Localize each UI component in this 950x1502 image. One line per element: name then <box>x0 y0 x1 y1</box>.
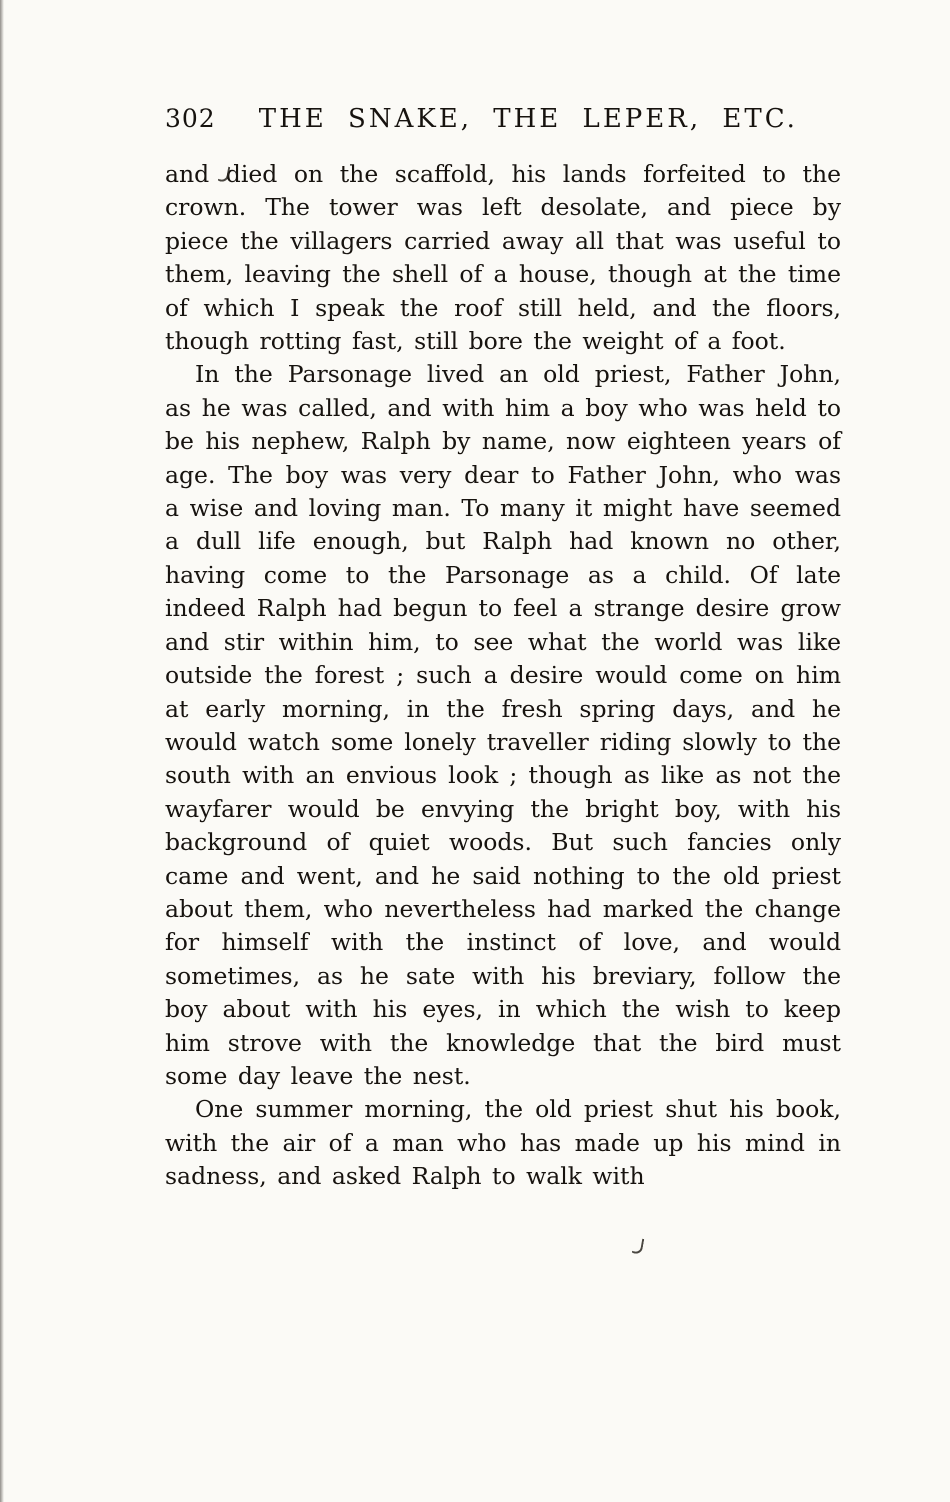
ink-mark-icon <box>632 1237 645 1254</box>
paragraph: and died on the scaffold, his lands forfeited to the crown. The tower was left desolate, and piece by piece the villagers carried away all that was useful to them, leaving the shell of a house, though at the time of which I speak the roof still held, and the floors, though rotting fast, still bore the weight of a foot. <box>165 160 841 356</box>
page-number: 302 <box>165 104 216 133</box>
paragraph: In the Parsonage lived an old priest, Father John, as he was called, and with him a boy who was held to be his nephew, Ralph by name, now eighteen years of age. The boy was very dear to Father John, who was a wise and loving man. To many it might have seemed a dull life enough, but Ralph had known no other, having come to the Parsonage as a child. Of late indeed Ralph had begun to feel a strange desire grow and stir within him, to see what the world was like outside the forest ; such a desire would come on him at early morning, in the fresh spring days, and he would watch some lonely traveller riding slowly to the south with an envious look ; though as like as not the wayfarer would be envying the bright boy, with his background of quiet woods. But such fancies only came and went, and he said nothing to the old priest about them, who nevertheless had marked the change for himself with the instinct of love, and would sometimes, as he sate with his breviary, follow the boy about with his eyes, in which the wish to keep him strove with the knowledge that the bird must some day leave the nest. <box>165 360 841 1090</box>
page-title: THE SNAKE, THE LEPER, ETC. <box>258 104 798 134</box>
page-body <box>165 158 841 1194</box>
paragraph: One summer morning, the old priest shut his book, with the air of a man who has made up his mind in sadness, and asked Ralph to walk with <box>165 1095 841 1191</box>
book-page <box>165 104 841 1194</box>
scan-edge <box>0 0 4 1502</box>
page-header <box>165 104 841 134</box>
